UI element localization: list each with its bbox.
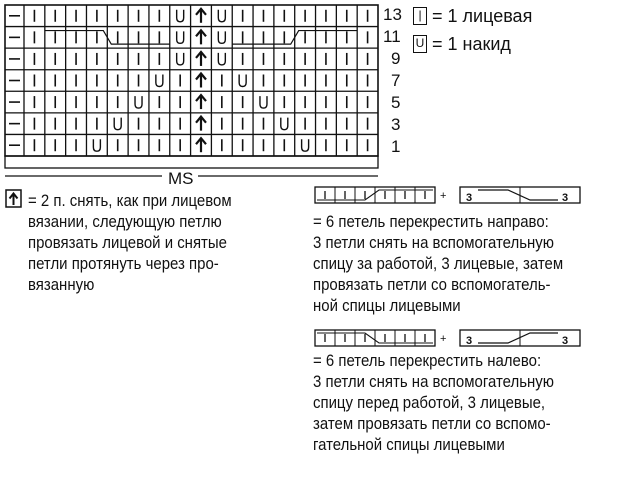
cable-left-line-1: = 6 петель перекрестить налево: — [313, 351, 542, 370]
yarn-over — [239, 75, 246, 87]
decrease-text — [28, 190, 232, 295]
cable-left-text — [313, 350, 554, 455]
cable-right-line-3: спицу за работой, 3 лицевые, затем — [313, 254, 564, 273]
cable-right-cross-b — [478, 190, 558, 200]
cable-left-line-4: затем провязать петли со вспомо- — [313, 414, 551, 433]
cable-right-num-a: 3 — [466, 192, 473, 204]
knit-legend-text: = 1 лицевая — [432, 6, 533, 26]
chart-border — [5, 5, 378, 156]
yarn-over — [135, 96, 142, 108]
yarn-over — [218, 53, 225, 65]
row-number-5: 5 — [391, 93, 401, 112]
cable-left-plus: + — [440, 333, 447, 345]
cable-right-line-1: = 6 петель перекрестить направо: — [313, 212, 549, 231]
row-number-13: 13 — [383, 5, 402, 24]
cable-left-num-a: 3 — [466, 335, 473, 347]
cable-left-line-2: 3 петли снять на вспомогательную — [313, 372, 554, 391]
yarn-over — [177, 10, 184, 22]
row-number-11: 11 — [383, 27, 401, 46]
yarn-over — [114, 118, 121, 130]
decrease-line-3: провязать лицевой и снятые — [28, 233, 227, 252]
yarn-over — [281, 118, 288, 130]
decrease-line-4: петли протянуть через про- — [28, 254, 219, 273]
row-number-7: 7 — [391, 71, 401, 90]
yarn-over — [260, 96, 267, 108]
cable-right-plus: + — [440, 190, 447, 202]
yarn-over — [218, 10, 225, 22]
yo-symbol-box: U — [413, 35, 427, 53]
yarn-over — [156, 75, 163, 87]
yarn-over — [93, 139, 100, 151]
decrease-line-2: вязании, следующую петлю — [28, 212, 222, 231]
cable-right-line-2: 3 петли снять на вспомогательную — [313, 233, 554, 252]
yarn-over — [302, 139, 309, 151]
yarn-over — [218, 31, 225, 43]
repeat-bracket — [5, 156, 378, 168]
cable-right-line-5: ной спицы лицевыми — [313, 296, 461, 315]
cable-right-text — [313, 211, 563, 316]
yarn-over — [177, 31, 184, 43]
cable-left-num-b: 3 — [562, 335, 569, 347]
knit-symbol-box: | — [413, 7, 427, 25]
cable-left-line-3: спицу перед работой, 3 лицевые, — [313, 393, 546, 412]
cable-right-num-b: 3 — [562, 192, 569, 204]
yarn-over — [177, 53, 184, 65]
decrease-line-1: = 2 п. снять, как при лицевом — [28, 191, 232, 210]
decrease-line-5: вязанную — [28, 275, 95, 294]
row-number-1: 1 — [391, 137, 401, 156]
cable-left-cross-b — [478, 333, 558, 343]
yo-legend-text: = 1 накид — [432, 34, 511, 54]
row-number-3: 3 — [391, 115, 401, 134]
cable-left-line-5: гательной спицы лицевыми — [313, 435, 505, 454]
row-number-9: 9 — [391, 49, 401, 68]
repeat-label: MS — [168, 169, 194, 188]
cable-right-line-4: провязать петли со вспомогатель- — [313, 275, 551, 294]
